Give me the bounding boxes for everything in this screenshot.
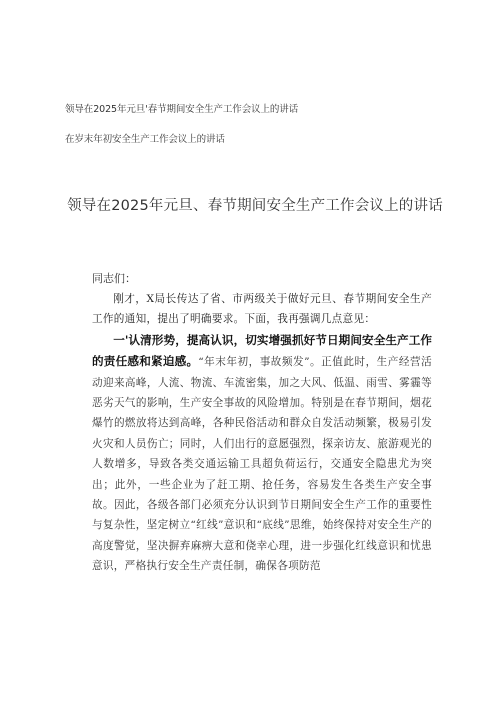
paragraph-intro: 刚才，X局长传达了省、市两级关于做好元旦、春节期间安全生产工作的通知，提出了明确要求。下面，我再强调几点意见：	[92, 293, 432, 326]
document-title: 领导在2025年元旦、春节期间安全生产工作会议上的讲话	[67, 198, 443, 214]
section-heading-1: 一'认清形势，提高认识，切实增强抓好节日期间安全生产工作的责任感和紧迫感。	[92, 332, 432, 369]
salutation: 同志们：	[92, 272, 136, 285]
document-body	[92, 289, 432, 577]
paragraph-section-1	[92, 330, 432, 577]
toc-item-2: 在岁末年初安全生产工作会议上的讲话	[65, 134, 225, 145]
toc-item-1: 领导在2025年元旦'春节期间安全生产工作会议上的讲话	[65, 104, 299, 115]
section-body-1: “年末年初，事故频发”。正值此时，生产经营活动迎来高峰，人流、物流、车流密集，加之大风、低温、雨雪、雾霾等恶劣天气的影响，生产安全事故的风险增加。特别是在春节期间，烟花爆竹的燃放将达到高峰，各种民俗活动和群众自发活动频繁，极易引发火灾和人员伤亡；同时，人们出行的意愿强烈，探亲访友、旅游观光的人数增多，导致各类交通运输工具超负荷运行，交通安全隐患尤为突出；此外，一些企业为了赶工期、抢任务，容易发生各类生产安全事故。因此，各级各部门必须充分认识到节日期间安全生产工作的重要性与复杂性，坚定树立“红线”意识和“底线”思维，始终保持对安全生产的高度警觉，坚决摒弃麻痹大意和侥幸心理，进一步强化红线意识和忧患意识，严格执行安全生产责任制，确保各项防范	[92, 356, 432, 573]
